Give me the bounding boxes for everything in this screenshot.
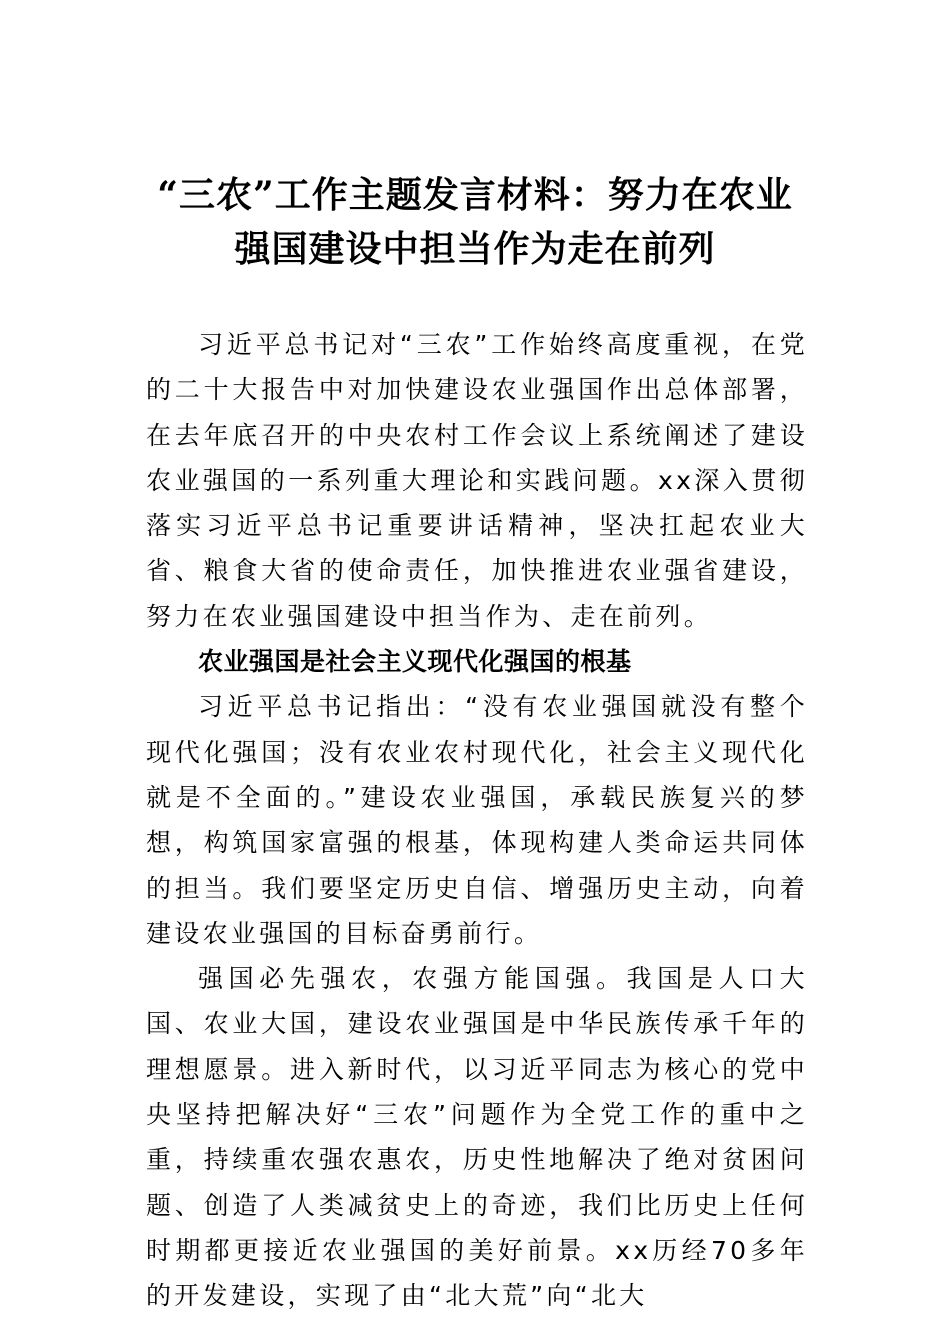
document-title — [140, 168, 810, 276]
title-line-1: “三农”工作主题发言材料：努力在农业 — [157, 174, 793, 216]
paragraph-quote: 习近平总书记指出：“没有农业强国就没有整个现代化强国；没有农业农村现代化，社会主义现代化就是不全面的。”建设农业强国，承载民族复兴的梦想，构筑国家富强的根基，体现构建人类命运共同体的担当。我们要坚定历史自信、增强历史主动，向着建设农业强国的目标奋勇前行。 — [146, 692, 808, 948]
document-body — [146, 322, 808, 1319]
section-heading: 农业强国是社会主义现代化强国的根基 — [198, 647, 632, 677]
paragraph-intro: 习近平总书记对“三农”工作始终高度重视，在党的二十大报告中对加快建设农业强国作出总体部署，在去年底召开的中央农村工作会议上系统阐述了建设农业强国的一系列重大理论和实践问题。xx深入贯彻落实习近平总书记重要讲话精神，坚决扛起农业大省、粮食大省的使命责任，加快推进农业强省建设，努力在农业强国建设中担当作为、走在前列。 — [146, 330, 808, 631]
title-line-2: 强国建设中担当作为走在前列 — [234, 228, 716, 270]
paragraph-strong-nation: 强国必先强农，农强方能国强。我国是人口大国、农业大国，建设农业强国是中华民族传承千年的理想愿景。进入新时代，以习近平同志为核心的党中央坚持把解决好“三农”问题作为全党工作的重中之重，持续重农强农惠农，历史性地解决了绝对贫困问题、创造了人类减贫史上的奇迹，我们比历史上任何时期都更接近农业强国的美好前景。xx历经70多年的开发建设，实现了由“北大荒”向“北大 — [146, 964, 808, 1311]
